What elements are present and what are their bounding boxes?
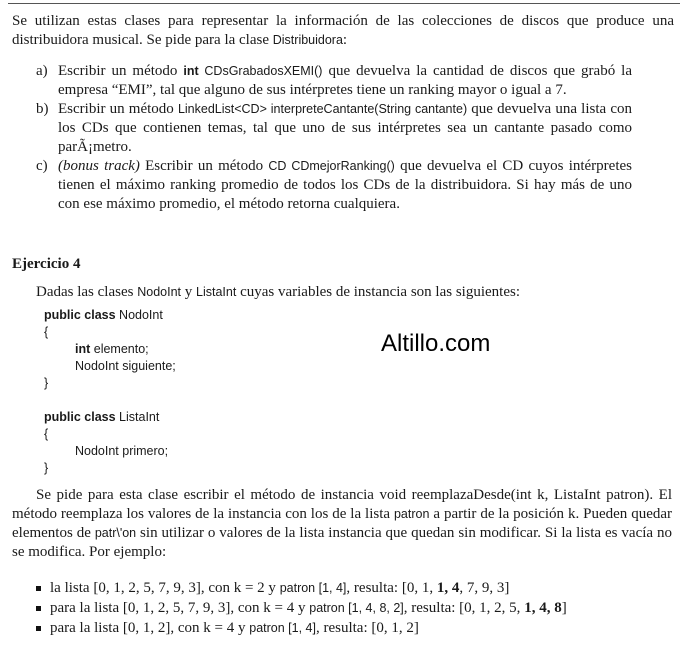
code-nodoint: public class NodoInt { int elemento; NodoInt siguiente; } [44,308,176,390]
code-listaint: public class ListaInt { NodoInt primero; } [44,410,169,475]
list-item: para la lista [0, 1, 2], con k = 4 y patron [1, 4], resulta: [0, 1, 2] [36,619,676,639]
class-name: Distribuidora [272,33,343,47]
task-paragraph: Se pide para esta clase escribir el método de instancia void reemplazaDesde(int k, ListaInt patron). El método reemplaza los valores de la instancia con los de la lista patron a partir de la posición k. Pueden quedar elementos de patr\'on sin utilizar o valores de la lista instancia que quedan sin modificar. Si la lista es vacía no se modifica. Por ejemplo: [12,487,673,560]
bullet-square-icon [36,586,41,591]
exercise-items [36,62,632,214]
bullet-square-icon [36,606,41,611]
watermark-logo: Altillo.com [381,330,491,357]
example-list [36,579,676,639]
list-item: para la lista [0, 1, 2, 5, 7, 9, 3], con k = 4 y patron [1, 4, 8, 2], resulta: [0, 1, 2, 5, 1, 4, 8] [36,599,676,619]
section-intro: Dadas las clases NodoInt y ListaInt cuyas variables de instancia son las siguientes: [36,284,520,300]
list-item: la lista [0, 1, 2, 5, 7, 9, 3], con k = 2 y patron [1, 4], resulta: [0, 1, 1, 4, 7, 9, 3] [36,579,676,599]
intro-paragraph: Se utilizan estas clases para representar la información de las colecciones de discos que produce una distribuidora musical. Se pide para la clase Distribuidora: [12,13,674,48]
top-rule [8,3,680,4]
bullet-square-icon [36,626,41,631]
section-title: Ejercicio 4 [12,256,81,272]
item-a: a) Escribir un método int CDsGrabadosXEMI() que devuelva la cantidad de discos que grabó la empresa “EMI”, tal que alguno de sus intérpretes tiene un ranking mayor o igual a 7. [36,63,632,98]
item-c: c) (bonus track) Escribir un método CD CDmejorRanking() que devuelva el CD cuyos intérpretes tienen el máximo ranking promedio de todos los CDs de la distribuidora. Si hay más de uno con ese máximo promedio, el método retorna cualquiera. [36,158,632,212]
item-b: b) Escribir un método LinkedList<CD> interpreteCantante(String cantante) que devuelva una lista con los CDs que contienen temas, tal que uno de sus intérpretes sea un cantante pasado como parÃ¡metro. [36,101,632,155]
